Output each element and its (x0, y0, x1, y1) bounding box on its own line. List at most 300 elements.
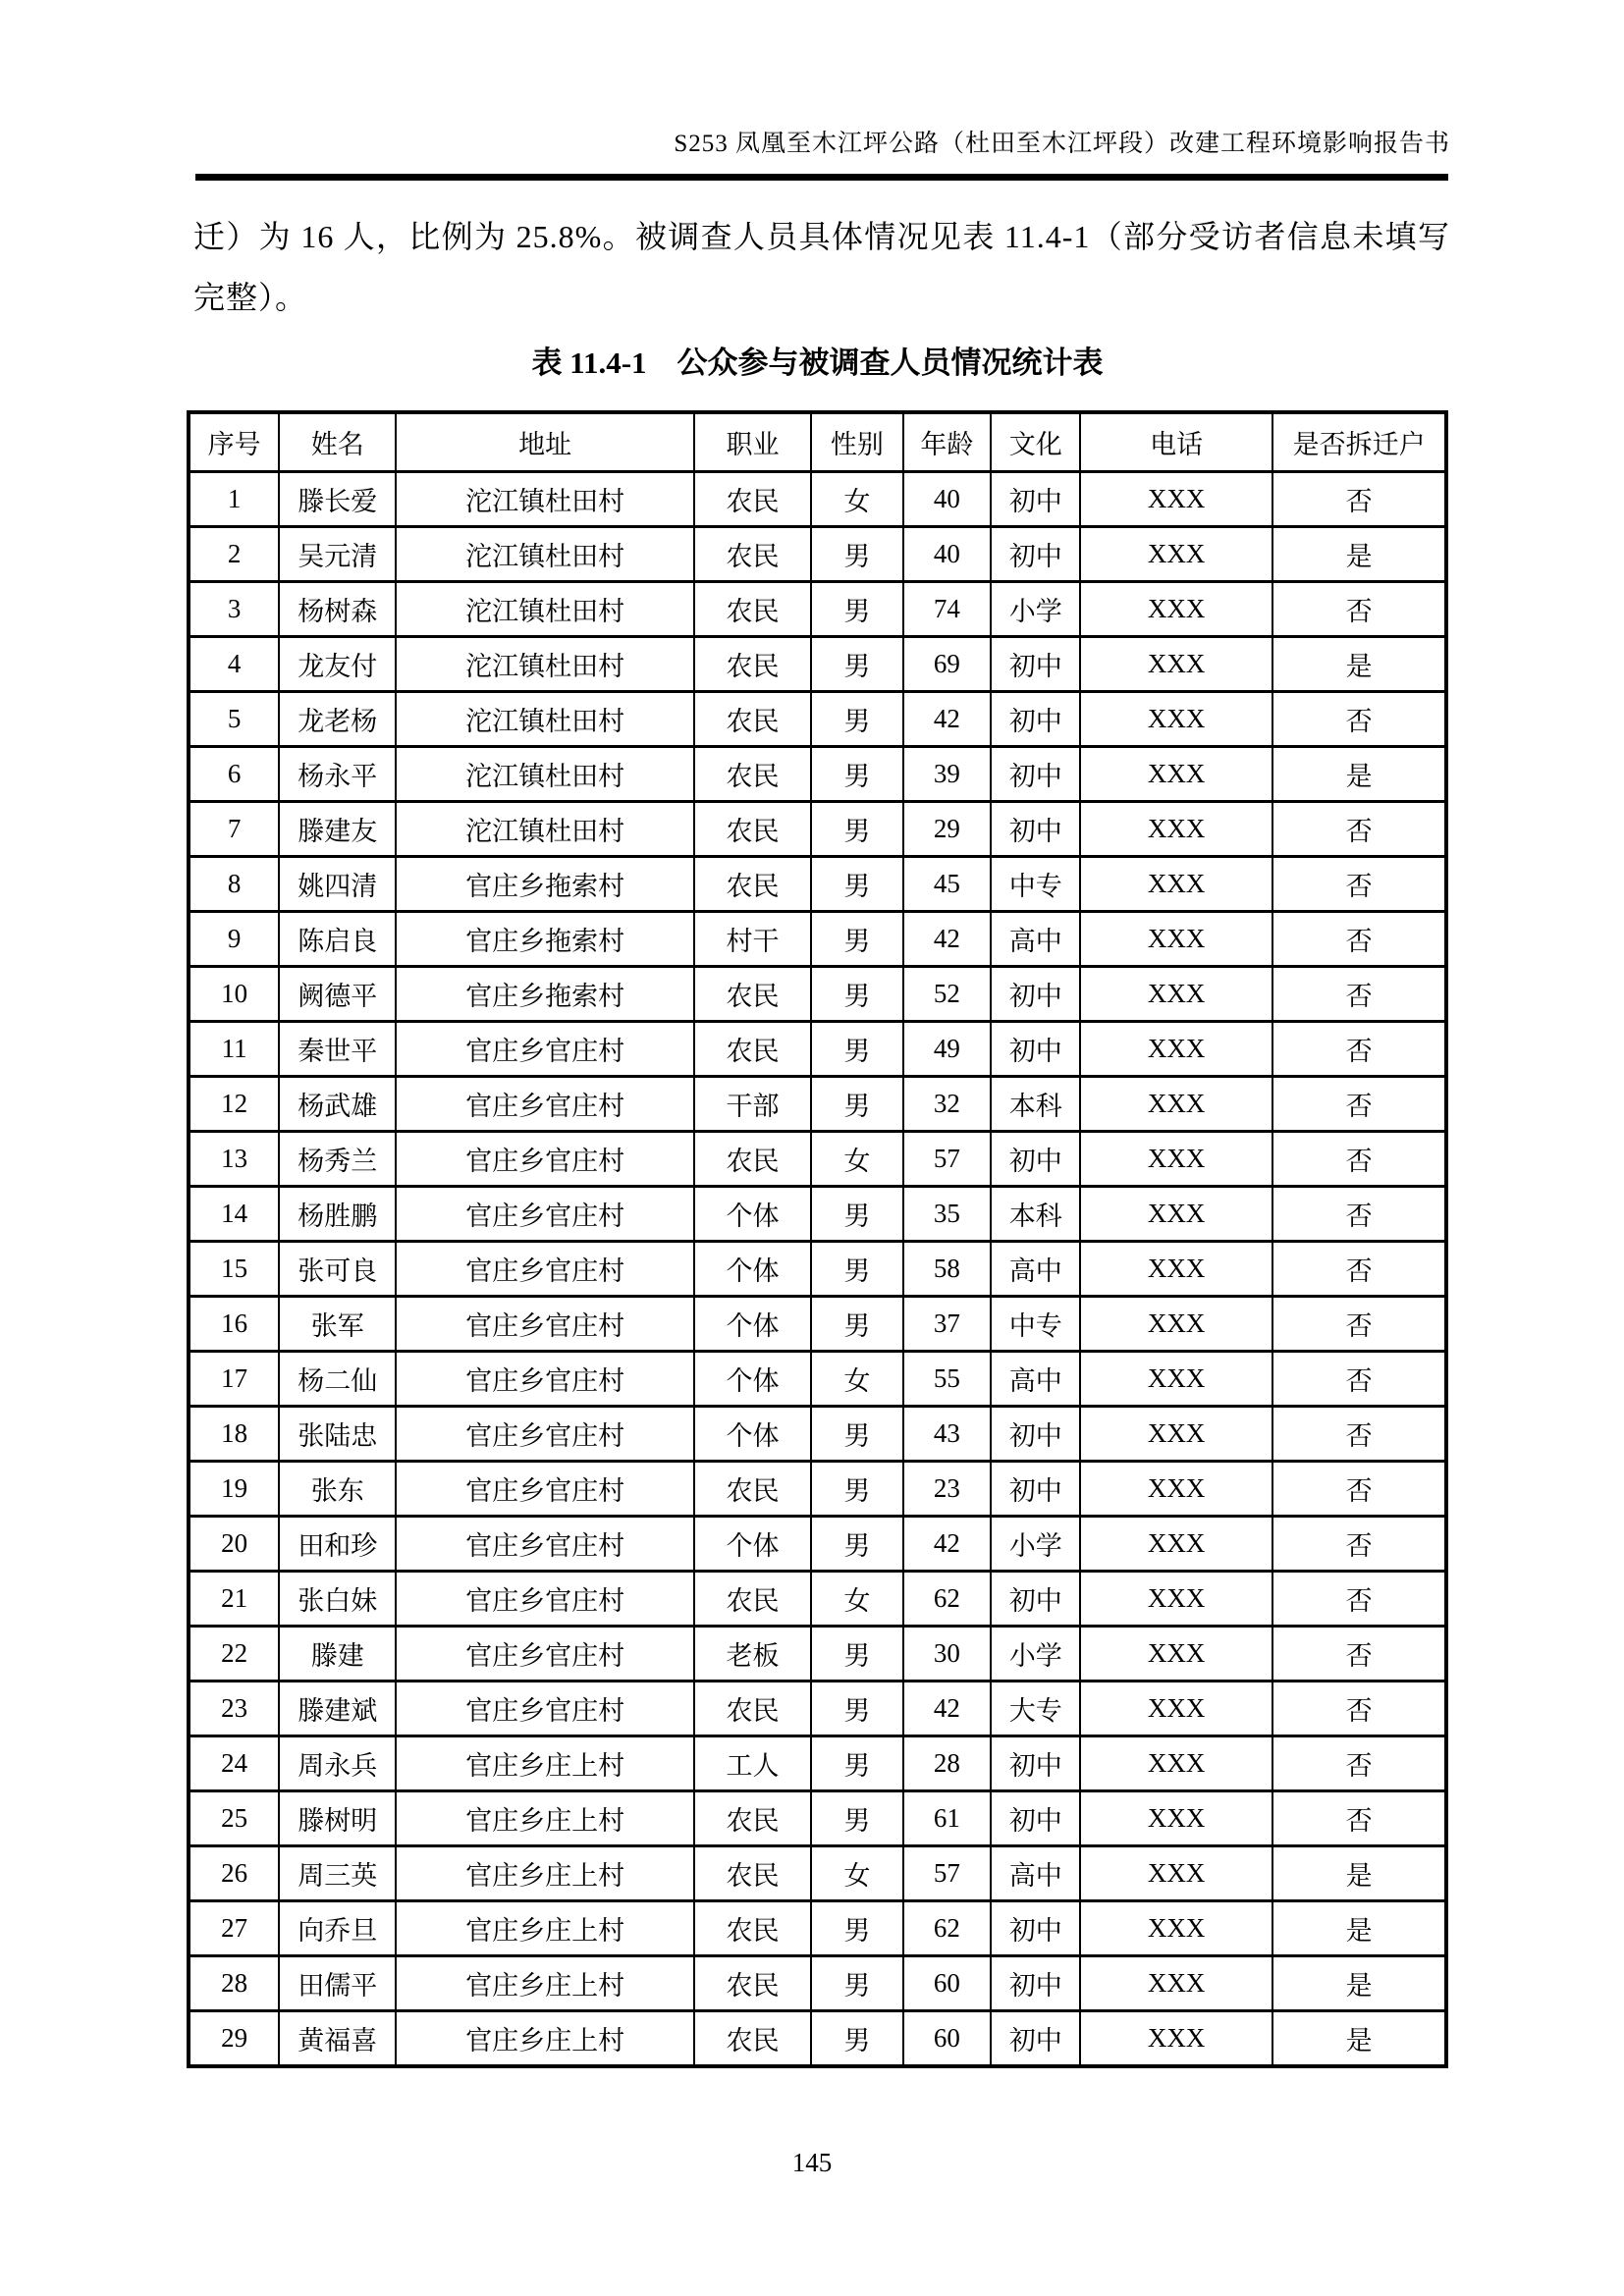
table-cell: 男 (811, 747, 903, 802)
table-cell: 农民 (694, 967, 811, 1022)
table-cell: 初中 (991, 527, 1080, 582)
table-cell: 阙德平 (279, 967, 396, 1022)
table-cell: 杨永平 (279, 747, 396, 802)
table-cell: 本科 (991, 1077, 1080, 1132)
table-cell: 农民 (694, 1682, 811, 1736)
table-cell: 农民 (694, 747, 811, 802)
table-cell: XXX (1080, 967, 1272, 1022)
table-row (189, 912, 1446, 967)
table-cell: 男 (811, 967, 903, 1022)
table-cell: 个体 (694, 1297, 811, 1352)
table-cell: XXX (1080, 1682, 1272, 1736)
table-cell: 秦世平 (279, 1022, 396, 1077)
table-cell: 初中 (991, 1901, 1080, 1956)
table-cell: 29 (903, 802, 992, 857)
column-header-4: 性别 (811, 412, 903, 472)
table-cell: 滕建斌 (279, 1682, 396, 1736)
table-cell: 个体 (694, 1352, 811, 1407)
table-cell: 否 (1272, 1627, 1446, 1682)
table-cell: 28 (189, 1956, 279, 2011)
table-cell: 官庄乡庄上村 (396, 2011, 694, 2067)
table-cell: 龙老杨 (279, 692, 396, 747)
table-cell: 张东 (279, 1462, 396, 1517)
table-cell: 23 (189, 1682, 279, 1736)
table-cell: 22 (189, 1627, 279, 1682)
table-cell: 高中 (991, 1846, 1080, 1901)
table-cell: XXX (1080, 472, 1272, 527)
header-rule (195, 174, 1448, 181)
table-row (189, 1187, 1446, 1242)
table-cell: 官庄乡官庄村 (396, 1022, 694, 1077)
table-cell: XXX (1080, 1956, 1272, 2011)
table-cell: 60 (903, 2011, 992, 2067)
table-row (189, 747, 1446, 802)
table-cell: 23 (903, 1462, 992, 1517)
table-cell: XXX (1080, 1022, 1272, 1077)
table-cell: 沱江镇杜田村 (396, 637, 694, 692)
table-caption: 表 11.4-1 公众参与被调查人员情况统计表 (531, 346, 1104, 380)
table-row (189, 1572, 1446, 1627)
table-cell: 农民 (694, 692, 811, 747)
table-cell: 52 (903, 967, 992, 1022)
table-cell: XXX (1080, 802, 1272, 857)
table-cell: XXX (1080, 1352, 1272, 1407)
table-cell: 黄福喜 (279, 2011, 396, 2067)
table-cell: 58 (903, 1242, 992, 1297)
table-cell: 40 (903, 472, 992, 527)
table-cell: 14 (189, 1187, 279, 1242)
table-cell: 2 (189, 527, 279, 582)
table-cell: 初中 (991, 1791, 1080, 1846)
table-cell: 初中 (991, 692, 1080, 747)
table-cell: 初中 (991, 1407, 1080, 1462)
table-cell: 9 (189, 912, 279, 967)
table-row (189, 582, 1446, 637)
table-cell: XXX (1080, 1242, 1272, 1297)
table-cell: 张陆忠 (279, 1407, 396, 1462)
table-cell: 否 (1272, 1352, 1446, 1407)
table-cell: 初中 (991, 747, 1080, 802)
table-row (189, 1132, 1446, 1187)
table-cell: 是 (1272, 747, 1446, 802)
table-cell: 官庄乡官庄村 (396, 1187, 694, 1242)
table-cell: 否 (1272, 582, 1446, 637)
table-cell: 初中 (991, 2011, 1080, 2067)
table-row (189, 1517, 1446, 1572)
table-cell: 4 (189, 637, 279, 692)
table-cell: 工人 (694, 1736, 811, 1791)
table-cell: 沱江镇杜田村 (396, 692, 694, 747)
table-header-row (189, 412, 1446, 472)
table-cell: 农民 (694, 582, 811, 637)
table-cell: 本科 (991, 1187, 1080, 1242)
table-cell: 官庄乡官庄村 (396, 1462, 694, 1517)
table-cell: 个体 (694, 1517, 811, 1572)
table-cell: 滕建友 (279, 802, 396, 857)
table-cell: 42 (903, 1682, 992, 1736)
table-cell: XXX (1080, 692, 1272, 747)
table-cell: 1 (189, 472, 279, 527)
table-cell: 周永兵 (279, 1736, 396, 1791)
table-cell: 官庄乡拖索村 (396, 857, 694, 912)
table-row (189, 1901, 1446, 1956)
table-cell: XXX (1080, 1901, 1272, 1956)
table-cell: 官庄乡官庄村 (396, 1352, 694, 1407)
table-cell: 30 (903, 1627, 992, 1682)
table-cell: 向乔旦 (279, 1901, 396, 1956)
table-cell: 高中 (991, 912, 1080, 967)
table-cell: 57 (903, 1132, 992, 1187)
table-cell: 男 (811, 692, 903, 747)
table-cell: 农民 (694, 527, 811, 582)
table-cell: 18 (189, 1407, 279, 1462)
table-cell: 29 (189, 2011, 279, 2067)
table-cell: 否 (1272, 1462, 1446, 1517)
table-cell: 否 (1272, 692, 1446, 747)
table-cell: 42 (903, 912, 992, 967)
table-cell: 官庄乡官庄村 (396, 1077, 694, 1132)
table-cell: 周三英 (279, 1846, 396, 1901)
table-cell: 男 (811, 1462, 903, 1517)
table-cell: 田和珍 (279, 1517, 396, 1572)
table-cell: 男 (811, 1407, 903, 1462)
table-cell: 男 (811, 1682, 903, 1736)
table-cell: 女 (811, 1846, 903, 1901)
table-row (189, 2011, 1446, 2067)
table-body (189, 472, 1446, 2067)
table-cell: 初中 (991, 1572, 1080, 1627)
table-cell: 男 (811, 1187, 903, 1242)
table-row (189, 802, 1446, 857)
table-cell: 个体 (694, 1407, 811, 1462)
table-cell: 39 (903, 747, 992, 802)
table-cell: 中专 (991, 1297, 1080, 1352)
table-cell: 男 (811, 1901, 903, 1956)
table-row (189, 692, 1446, 747)
table-row (189, 1736, 1446, 1791)
table-cell: 男 (811, 1242, 903, 1297)
table-row (189, 1242, 1446, 1297)
table-cell: 61 (903, 1791, 992, 1846)
table-cell: 男 (811, 1297, 903, 1352)
table-cell: 女 (811, 1132, 903, 1187)
table-cell: 否 (1272, 472, 1446, 527)
table-cell: 男 (811, 1077, 903, 1132)
table-cell: 7 (189, 802, 279, 857)
table-cell: 官庄乡庄上村 (396, 1736, 694, 1791)
table-cell: 20 (189, 1517, 279, 1572)
column-header-6: 文化 (991, 412, 1080, 472)
table-cell: 官庄乡庄上村 (396, 1846, 694, 1901)
column-header-8: 是否拆迁户 (1272, 412, 1446, 472)
table-cell: 16 (189, 1297, 279, 1352)
table-cell: 男 (811, 1791, 903, 1846)
table-cell: 女 (811, 472, 903, 527)
table-cell: 否 (1272, 1242, 1446, 1297)
table-cell: XXX (1080, 857, 1272, 912)
table-cell: 村干 (694, 912, 811, 967)
table-cell: XXX (1080, 582, 1272, 637)
table-cell: 否 (1272, 1791, 1446, 1846)
table-cell: 张军 (279, 1297, 396, 1352)
table-cell: 农民 (694, 1132, 811, 1187)
table-cell: 15 (189, 1242, 279, 1297)
table-cell: 陈启良 (279, 912, 396, 967)
table-cell: 吴元清 (279, 527, 396, 582)
table-cell: 否 (1272, 1187, 1446, 1242)
table-cell: 否 (1272, 802, 1446, 857)
table-cell: 否 (1272, 857, 1446, 912)
table-cell: 农民 (694, 857, 811, 912)
table-cell: 42 (903, 692, 992, 747)
table-cell: 57 (903, 1846, 992, 1901)
table-cell: 初中 (991, 1022, 1080, 1077)
table-cell: 初中 (991, 1956, 1080, 2011)
table-cell: 农民 (694, 802, 811, 857)
table-cell: 官庄乡庄上村 (396, 1901, 694, 1956)
table-cell: 55 (903, 1352, 992, 1407)
table-cell: 是 (1272, 1956, 1446, 2011)
table-cell: 农民 (694, 1956, 811, 2011)
table-cell: 25 (189, 1791, 279, 1846)
table-cell: 6 (189, 747, 279, 802)
table-cell: 小学 (991, 1517, 1080, 1572)
table-cell: 中专 (991, 857, 1080, 912)
table-cell: 官庄乡拖索村 (396, 912, 694, 967)
column-header-1: 姓名 (279, 412, 396, 472)
table-cell: 杨武雄 (279, 1077, 396, 1132)
table-cell: 官庄乡官庄村 (396, 1242, 694, 1297)
table-cell: 男 (811, 527, 903, 582)
table-cell: 37 (903, 1297, 992, 1352)
table-header (189, 412, 1446, 472)
table-cell: XXX (1080, 1462, 1272, 1517)
table-cell: 男 (811, 912, 903, 967)
table-row (189, 1846, 1446, 1901)
table-cell: 沱江镇杜田村 (396, 747, 694, 802)
table-cell: 农民 (694, 637, 811, 692)
table-cell: 74 (903, 582, 992, 637)
table-row (189, 1791, 1446, 1846)
table-cell: 是 (1272, 637, 1446, 692)
table-cell: XXX (1080, 1736, 1272, 1791)
table-cell: XXX (1080, 1791, 1272, 1846)
table-cell: 否 (1272, 967, 1446, 1022)
table-cell: 高中 (991, 1242, 1080, 1297)
table-cell: XXX (1080, 1517, 1272, 1572)
table-cell: XXX (1080, 1187, 1272, 1242)
table-cell: 姚四清 (279, 857, 396, 912)
table-row (189, 857, 1446, 912)
table-row (189, 1627, 1446, 1682)
table-cell: 否 (1272, 1572, 1446, 1627)
table-cell: 8 (189, 857, 279, 912)
table-cell: 否 (1272, 912, 1446, 967)
table-cell: 男 (811, 1736, 903, 1791)
table-cell: 男 (811, 1956, 903, 2011)
table-row (189, 1407, 1446, 1462)
table-cell: 初中 (991, 637, 1080, 692)
table-cell: 否 (1272, 1132, 1446, 1187)
column-header-3: 职业 (694, 412, 811, 472)
table-cell: 干部 (694, 1077, 811, 1132)
table-cell: 初中 (991, 472, 1080, 527)
table-cell: 32 (903, 1077, 992, 1132)
table-cell: 69 (903, 637, 992, 692)
table-cell: 49 (903, 1022, 992, 1077)
table-cell: 小学 (991, 582, 1080, 637)
table-cell: 官庄乡官庄村 (396, 1627, 694, 1682)
table-cell: 男 (811, 637, 903, 692)
table-cell: 42 (903, 1517, 992, 1572)
table-cell: 沱江镇杜田村 (396, 472, 694, 527)
table-cell: XXX (1080, 637, 1272, 692)
table-cell: 27 (189, 1901, 279, 1956)
table-cell: 26 (189, 1846, 279, 1901)
table-cell: 初中 (991, 802, 1080, 857)
table-cell: 沱江镇杜田村 (396, 582, 694, 637)
table-cell: XXX (1080, 912, 1272, 967)
running-header-title: S253 凤凰至木江坪公路（杜田至木江坪段）改建工程环境影响报告书 (674, 131, 1450, 157)
body-paragraph: 迁）为 16 人，比例为 25.8%。被调查人员具体情况见表 11.4-1（部分受访者信息未填写完整）。 (193, 219, 1450, 315)
table-cell: 官庄乡官庄村 (396, 1297, 694, 1352)
table-cell: 男 (811, 1517, 903, 1572)
table-cell: 农民 (694, 1791, 811, 1846)
page-number: 145 (791, 2148, 833, 2177)
table-cell: 62 (903, 1901, 992, 1956)
table-cell: 男 (811, 2011, 903, 2067)
table-cell: 大专 (991, 1682, 1080, 1736)
table-cell: 否 (1272, 1682, 1446, 1736)
table-cell: 滕树明 (279, 1791, 396, 1846)
table-cell: 张白妹 (279, 1572, 396, 1627)
table-cell: 男 (811, 582, 903, 637)
table-cell: 杨秀兰 (279, 1132, 396, 1187)
column-header-5: 年龄 (903, 412, 992, 472)
table-cell: XXX (1080, 1627, 1272, 1682)
table-cell: 男 (811, 1022, 903, 1077)
table-row (189, 1956, 1446, 2011)
table-cell: 官庄乡官庄村 (396, 1572, 694, 1627)
table-cell: 60 (903, 1956, 992, 2011)
table-cell: XXX (1080, 1846, 1272, 1901)
table-cell: 女 (811, 1352, 903, 1407)
table-cell: 官庄乡庄上村 (396, 1791, 694, 1846)
table-cell: 农民 (694, 1022, 811, 1077)
table-cell: 45 (903, 857, 992, 912)
table-cell: 否 (1272, 1736, 1446, 1791)
table-cell: 10 (189, 967, 279, 1022)
table-cell: 28 (903, 1736, 992, 1791)
table-cell: 农民 (694, 1846, 811, 1901)
table-cell: XXX (1080, 1077, 1272, 1132)
table-cell: 12 (189, 1077, 279, 1132)
table-cell: 官庄乡官庄村 (396, 1407, 694, 1462)
table-cell: 是 (1272, 1901, 1446, 1956)
table-cell: 官庄乡官庄村 (396, 1132, 694, 1187)
table-cell: 是 (1272, 527, 1446, 582)
table-cell: XXX (1080, 1132, 1272, 1187)
column-header-2: 地址 (396, 412, 694, 472)
table-cell: 田儒平 (279, 1956, 396, 2011)
table-cell: 龙友付 (279, 637, 396, 692)
table-cell: XXX (1080, 1297, 1272, 1352)
table-row (189, 1022, 1446, 1077)
table-cell: XXX (1080, 747, 1272, 802)
table-cell: 杨胜鹏 (279, 1187, 396, 1242)
table-cell: 初中 (991, 1736, 1080, 1791)
table-row (189, 1682, 1446, 1736)
table-cell: 男 (811, 1627, 903, 1682)
table-cell: 滕建 (279, 1627, 396, 1682)
table-cell: 官庄乡拖索村 (396, 967, 694, 1022)
table-cell: 张可良 (279, 1242, 396, 1297)
table-cell: 农民 (694, 472, 811, 527)
table-cell: 农民 (694, 1462, 811, 1517)
table-cell: 初中 (991, 967, 1080, 1022)
table-cell: 滕长爱 (279, 472, 396, 527)
table-cell: 农民 (694, 1901, 811, 1956)
table-cell: 男 (811, 802, 903, 857)
table-cell: 官庄乡庄上村 (396, 1956, 694, 2011)
table-row (189, 472, 1446, 527)
table-cell: 62 (903, 1572, 992, 1627)
table-row (189, 1462, 1446, 1517)
table-cell: XXX (1080, 2011, 1272, 2067)
survey-table (187, 410, 1448, 2068)
table-cell: 否 (1272, 1407, 1446, 1462)
table-cell: 是 (1272, 1846, 1446, 1901)
table-cell: 男 (811, 857, 903, 912)
table-cell: 19 (189, 1462, 279, 1517)
table-cell: 个体 (694, 1187, 811, 1242)
table-cell: 个体 (694, 1242, 811, 1297)
table-cell: 沱江镇杜田村 (396, 527, 694, 582)
table-cell: 35 (903, 1187, 992, 1242)
table-cell: 杨二仙 (279, 1352, 396, 1407)
table-cell: XXX (1080, 1572, 1272, 1627)
table-cell: 农民 (694, 1572, 811, 1627)
table-cell: 否 (1272, 1022, 1446, 1077)
table-cell: 农民 (694, 2011, 811, 2067)
table-row (189, 637, 1446, 692)
table-cell: 5 (189, 692, 279, 747)
table-cell: 沱江镇杜田村 (396, 802, 694, 857)
table-cell: XXX (1080, 527, 1272, 582)
table-cell: 否 (1272, 1297, 1446, 1352)
table-cell: 初中 (991, 1132, 1080, 1187)
column-header-0: 序号 (189, 412, 279, 472)
table-cell: 小学 (991, 1627, 1080, 1682)
table-cell: 3 (189, 582, 279, 637)
table-cell: 43 (903, 1407, 992, 1462)
table-cell: 是 (1272, 2011, 1446, 2067)
table-cell: 21 (189, 1572, 279, 1627)
table-row (189, 1077, 1446, 1132)
table-cell: 13 (189, 1132, 279, 1187)
table-cell: 11 (189, 1022, 279, 1077)
table-row (189, 1297, 1446, 1352)
table-cell: 否 (1272, 1517, 1446, 1572)
table-row (189, 1352, 1446, 1407)
table-cell: XXX (1080, 1407, 1272, 1462)
table-cell: 17 (189, 1352, 279, 1407)
table-row (189, 527, 1446, 582)
table-cell: 24 (189, 1736, 279, 1791)
column-header-7: 电话 (1080, 412, 1272, 472)
table-cell: 初中 (991, 1462, 1080, 1517)
table-cell: 否 (1272, 1077, 1446, 1132)
